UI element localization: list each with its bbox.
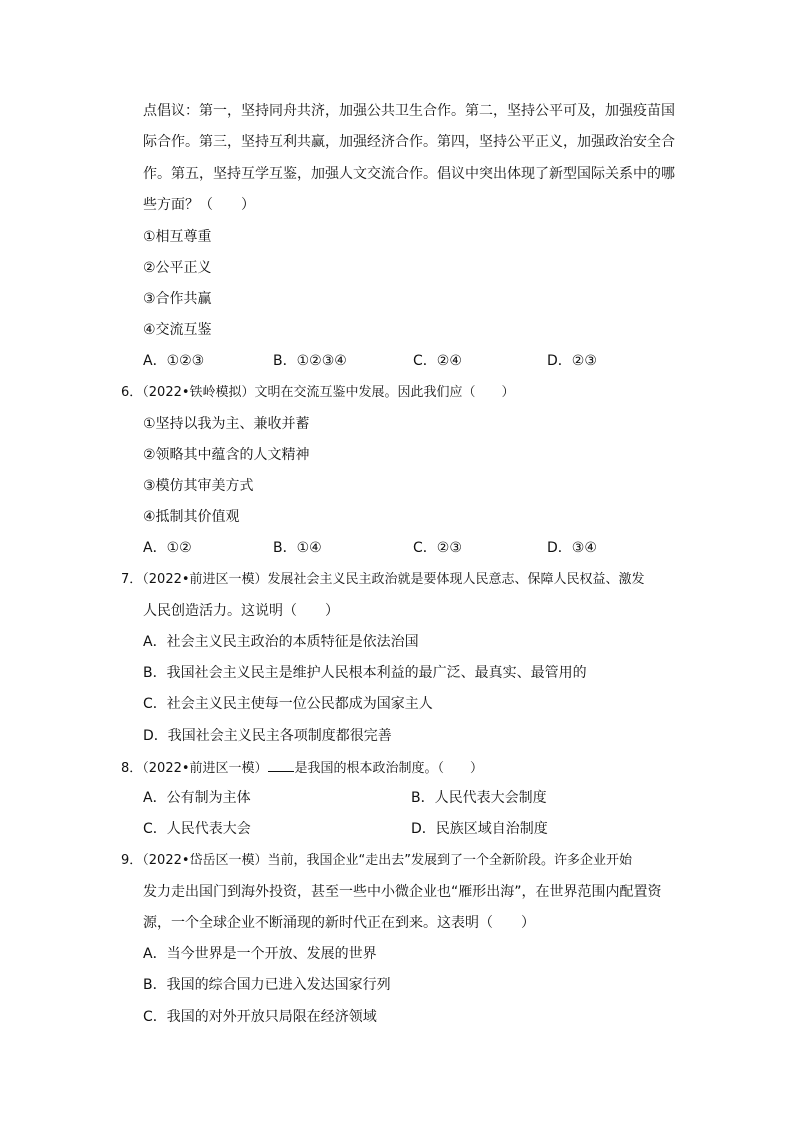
q7-choice-c[interactable]: C．社会主义民主使每一位公民都成为国家主人 xyxy=(143,696,433,712)
q9-choice-a[interactable]: A．当今世界是一个开放、发展的世界 xyxy=(143,946,377,962)
q6-item-3: ③模仿其审美方式 xyxy=(143,478,254,494)
q8-choice-d[interactable]: D．民族区域自治制度 xyxy=(411,821,548,837)
q9-stem-line-2: 发力走出国门到海外投资，甚至一些中小微企业也“雁形出海”，在世界范围内配置资 xyxy=(143,884,662,900)
q7-choice-a[interactable]: A．社会主义民主政治的本质特征是依法治国 xyxy=(143,634,419,650)
q7-choice-b[interactable]: B．我国社会主义民主是维护人民根本利益的最广泛、最真实、最管用的 xyxy=(143,665,587,681)
q8-choice-a[interactable]: A．公有制为主体 xyxy=(143,790,251,806)
q7-choice-d[interactable]: D．我国社会主义民主各项制度都很完善 xyxy=(143,728,392,744)
q5-item-4: ④交流互鉴 xyxy=(143,322,212,338)
q6-item-2: ②领略其中蕴含的人文精神 xyxy=(143,447,310,463)
q5-stem-line-3: 作。第五，坚持互学互鉴，加强人文交流合作。倡议中突出体现了新型国际关系中的哪 xyxy=(143,166,675,182)
q5-item-2: ②公平正义 xyxy=(143,260,212,276)
q8-choice-b[interactable]: B．人民代表大会制度 xyxy=(411,790,547,806)
q5-choice-a[interactable]: A．①②③ xyxy=(143,353,205,369)
q6-choice-c[interactable]: C．②③ xyxy=(413,540,462,556)
q5-stem-line-1: 点倡议：第一，坚持同舟共济，加强公共卫生合作。第二，坚持公平可及，加强疫苗国 xyxy=(143,103,675,119)
q6-item-4: ④抵制其价值观 xyxy=(143,509,240,525)
q8-stem-prefix: 8．（2022•前进区一模） xyxy=(121,761,268,776)
q8-stem-suffix: 是我国的根本政治制度。（ ） xyxy=(294,761,484,776)
q6-item-1: ①坚持以我为主、兼收并蓄 xyxy=(143,416,310,432)
q5-choice-b[interactable]: B．①②③④ xyxy=(273,353,347,369)
q7-stem-line-2: 人民创造活力。这说明（ ） xyxy=(143,603,339,619)
q5-item-1: ①相互尊重 xyxy=(143,229,212,245)
q8-choice-c[interactable]: C．人民代表大会 xyxy=(143,821,251,837)
q5-item-3: ③合作共赢 xyxy=(143,291,212,307)
q5-stem-line-2: 际合作。第三，坚持互利共赢，加强经济合作。第四，坚持公平正义，加强政治安全合 xyxy=(143,134,675,150)
q6-choice-a[interactable]: A．①② xyxy=(143,540,192,556)
q6-choice-d[interactable]: D．③④ xyxy=(547,540,597,556)
q8-stem xyxy=(121,757,483,779)
q8-answer-blank[interactable] xyxy=(268,757,294,772)
q7-stem-line-1: 7．（2022•前进区一模）发展社会主义民主政治就是要体现人民意志、保障人民权益、激发 xyxy=(121,572,645,587)
q5-choice-d[interactable]: D．②③ xyxy=(547,353,597,369)
q5-choice-c[interactable]: C．②④ xyxy=(413,353,462,369)
q9-stem-line-3: 源，一个全球企业不断涌现的新时代正在到来。这表明（ ） xyxy=(143,915,535,931)
q6-stem: 6．（2022•铁岭模拟）文明在交流互鉴中发展。因此我们应（ ） xyxy=(121,385,515,400)
q9-stem-line-1: 9．（2022•岱岳区一模）当前，我国企业“走出去”发展到了一个全新阶段。许多企业开始 xyxy=(121,853,632,868)
q5-stem-line-4: 些方面？（ ） xyxy=(143,197,255,213)
q9-choice-b[interactable]: B．我国的综合国力已进入发达国家行列 xyxy=(143,977,391,993)
q9-choice-c[interactable]: C．我国的对外开放只局限在经济领域 xyxy=(143,1009,377,1025)
q6-choice-b[interactable]: B．①④ xyxy=(273,540,322,556)
